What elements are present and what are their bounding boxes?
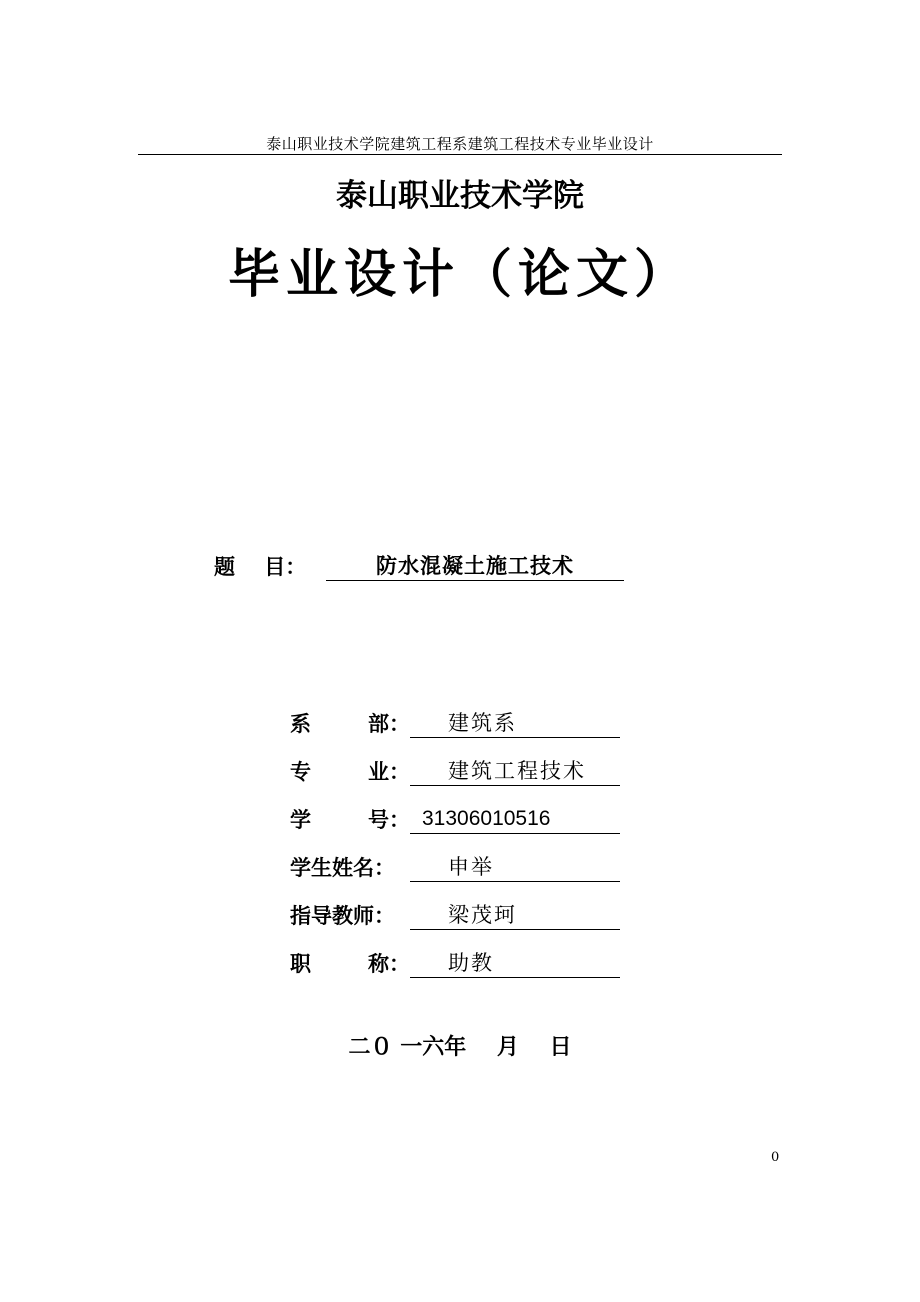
student-id-label <box>290 804 410 834</box>
topic-label: 题 目： <box>214 555 307 579</box>
title-label <box>290 948 410 978</box>
student-name-label-text: 学生姓名： <box>290 856 395 880</box>
topic-value: 防水混凝土施工技术 <box>326 552 624 581</box>
advisor-label-text: 指导教师： <box>290 904 395 928</box>
major-label <box>290 756 410 786</box>
major-value: 建筑工程技术 <box>410 757 620 786</box>
major-label-char: 专 <box>290 760 311 784</box>
info-row-department <box>290 690 620 738</box>
department-label-char: 部： <box>368 712 410 736</box>
running-header: 泰山职业技术学院建筑工程系建筑工程技术专业毕业设计 <box>266 135 654 153</box>
title-label-char: 职 <box>290 952 311 976</box>
advisor-label <box>290 900 410 930</box>
student-info <box>290 690 620 978</box>
advisor-value: 梁茂珂 <box>410 901 620 930</box>
department-label <box>290 708 410 738</box>
student-id-label-char: 号： <box>368 808 410 832</box>
major-label-char: 业： <box>368 760 410 784</box>
info-row-student-id <box>290 786 620 834</box>
date-line: 二０ 一六年 月 日 <box>348 1035 572 1060</box>
info-row-advisor <box>290 882 620 930</box>
student-name-label <box>290 852 410 882</box>
institution-name: 泰山职业技术学院 <box>336 178 584 214</box>
info-row-title <box>290 930 620 978</box>
info-row-major <box>290 738 620 786</box>
student-name-value: 申举 <box>410 853 620 882</box>
title-value: 助教 <box>410 949 620 978</box>
student-id-value: 31306010516 <box>410 805 620 834</box>
department-value: 建筑系 <box>410 709 620 738</box>
title-label-char: 称： <box>368 952 410 976</box>
student-id-label-char: 学 <box>290 808 311 832</box>
page-number: 0 <box>771 1150 780 1165</box>
document-title: 毕业设计（论文） <box>227 245 692 305</box>
info-row-student-name <box>290 834 620 882</box>
topic-row <box>214 549 624 581</box>
header-divider <box>138 154 782 155</box>
department-label-char: 系 <box>290 712 311 736</box>
